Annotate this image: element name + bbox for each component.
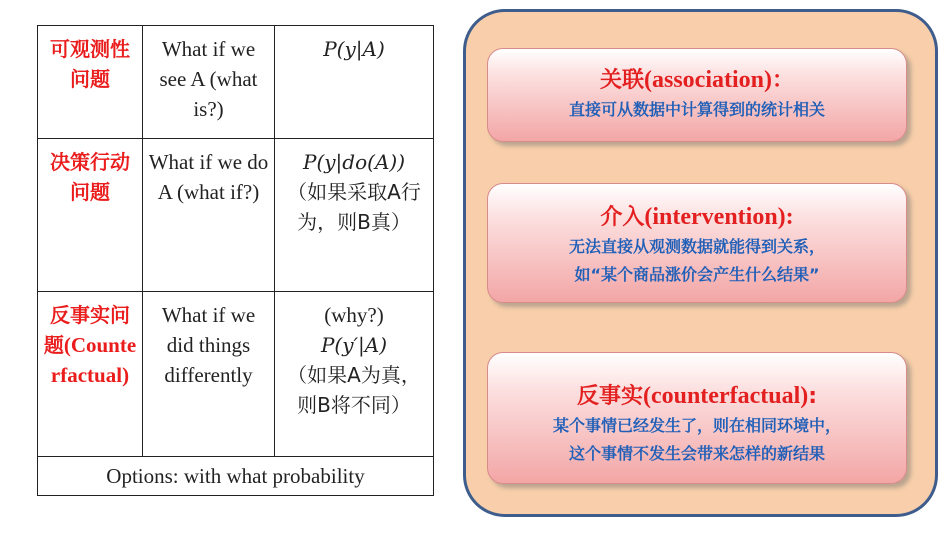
card-title-association: [488, 65, 906, 96]
card-title-intervention-en: (intervention):: [644, 204, 794, 230]
card-counterfactual: [487, 352, 907, 484]
card-title-association-en: (association): [644, 67, 772, 93]
formula-cell-observational: [275, 26, 434, 139]
table-row-counterfactual: [38, 292, 434, 457]
row-label-counterfactual-cn: 反事实问题: [43, 303, 130, 357]
card-desc-intervention-line1: 无法直接从观测数据就能得到关系，: [568, 237, 825, 256]
card-desc-intervention-line2: 如“某个商品涨价会产生什么结果”: [574, 265, 820, 284]
card-title-intervention: [488, 202, 906, 233]
card-desc-association-line1: 直接可从数据中计算得到的统计相关: [568, 100, 825, 119]
table-row-intervention: [38, 139, 434, 292]
table-footer: Options: with what probability: [38, 457, 434, 496]
card-title-association-cn: 关联: [599, 68, 644, 93]
card-title-counterfactual-en: (counterfactual): [642, 383, 809, 409]
card-title-counterfactual: [488, 381, 906, 412]
formula-cell-counterfactual: [275, 292, 434, 457]
card-title-association-colon: ：: [772, 68, 795, 93]
question-observational: What if we see A (what is?): [143, 26, 275, 139]
card-intervention: [487, 183, 907, 303]
row-label-intervention: 决策行动问题: [38, 139, 143, 292]
question-intervention: What if we do A (what if?): [143, 139, 275, 292]
row-label-counterfactual-en: (Counterfactual): [50, 333, 137, 387]
table-row-footer: [38, 457, 434, 496]
table-row-observational: [38, 26, 434, 139]
row-label-counterfactual: [38, 292, 143, 457]
card-desc-counterfactual-line1: 某个事情已经发生了，则在相同环境中，: [552, 416, 841, 435]
formula-cell-intervention: [275, 139, 434, 292]
formula-observational: P(y|A): [323, 37, 385, 61]
causal-question-table: [37, 25, 434, 496]
row-label-observational: 可观测性问题: [38, 26, 143, 139]
card-title-counterfactual-cn: 反事实: [576, 384, 643, 409]
card-title-counterfactual-colon: :: [808, 384, 818, 409]
card-title-intervention-cn: 介入: [600, 205, 645, 230]
card-association: [487, 48, 907, 142]
formula-intervention: P(y|do(A)): [303, 150, 405, 174]
concept-panel: [463, 9, 938, 517]
why-label: (why?): [324, 303, 384, 327]
note-counterfactual: （如果A为真，则B将不同）: [287, 363, 421, 417]
card-desc-counterfactual-line2: 这个事情不发生会带来怎样的新结果: [568, 444, 825, 463]
note-intervention: （如果采取A行为，则B真）: [287, 180, 421, 234]
question-counterfactual: What if we did things differently: [143, 292, 275, 457]
formula-counterfactual: P(y′|A): [320, 333, 388, 357]
